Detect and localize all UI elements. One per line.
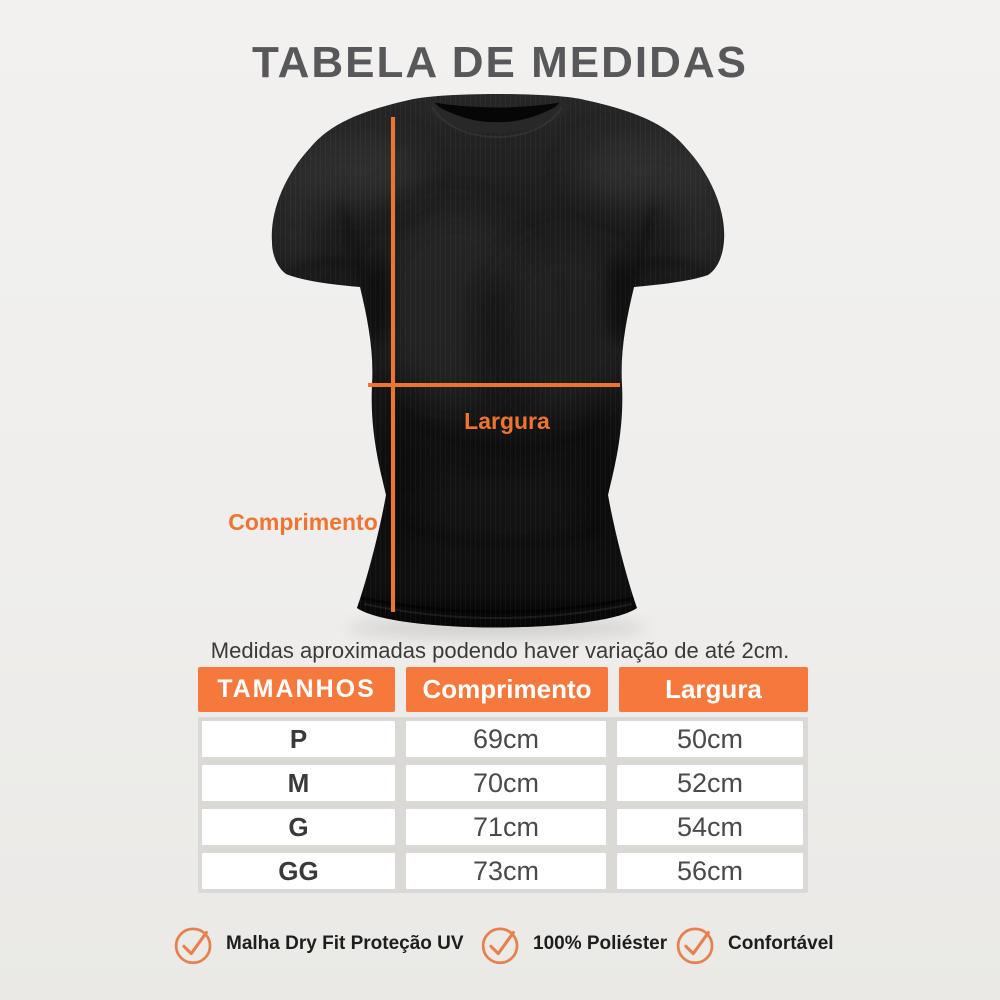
feature-label: 100% Poliéster: [533, 933, 668, 954]
comprimento-label: Comprimento: [228, 509, 378, 535]
shirt-shading: [230, 80, 770, 650]
largura-cell: 50cm: [617, 721, 803, 757]
features-row: [0, 918, 1000, 970]
page-title: TABELA DE MEDIDAS: [252, 38, 748, 87]
comprimento-cell: 73cm: [406, 853, 606, 889]
check-circle-icon: [479, 922, 523, 966]
largura-cell: 54cm: [617, 809, 803, 845]
comprimento-cell: 71cm: [406, 809, 606, 845]
feature-item: [674, 918, 834, 970]
feature-label: Confortável: [728, 933, 834, 954]
size-table-header: [198, 667, 808, 712]
header-comprimento: Comprimento: [406, 667, 608, 712]
comprimento-cell: 70cm: [406, 765, 606, 801]
header-largura: Largura: [619, 667, 808, 712]
feature-label: Malha Dry Fit Proteção UV: [226, 933, 464, 954]
largura-cell: 52cm: [617, 765, 803, 801]
check-circle-icon: [172, 922, 216, 966]
size-cell: G: [202, 809, 395, 845]
size-cell: P: [202, 721, 395, 757]
tolerance-note: Medidas aproximadas podendo haver variação de até 2cm.: [210, 638, 790, 663]
header-tamanhos: TAMANHOS: [198, 667, 395, 712]
check-circle-icon: [674, 922, 718, 966]
largura-label: Largura: [464, 408, 550, 434]
feature-item: [172, 918, 464, 970]
feature-item: [479, 918, 667, 970]
largura-cell: 56cm: [617, 853, 803, 889]
comprimento-cell: 69cm: [406, 721, 606, 757]
size-cell: GG: [202, 853, 395, 889]
size-table-body: [198, 717, 808, 893]
size-cell: M: [202, 765, 395, 801]
